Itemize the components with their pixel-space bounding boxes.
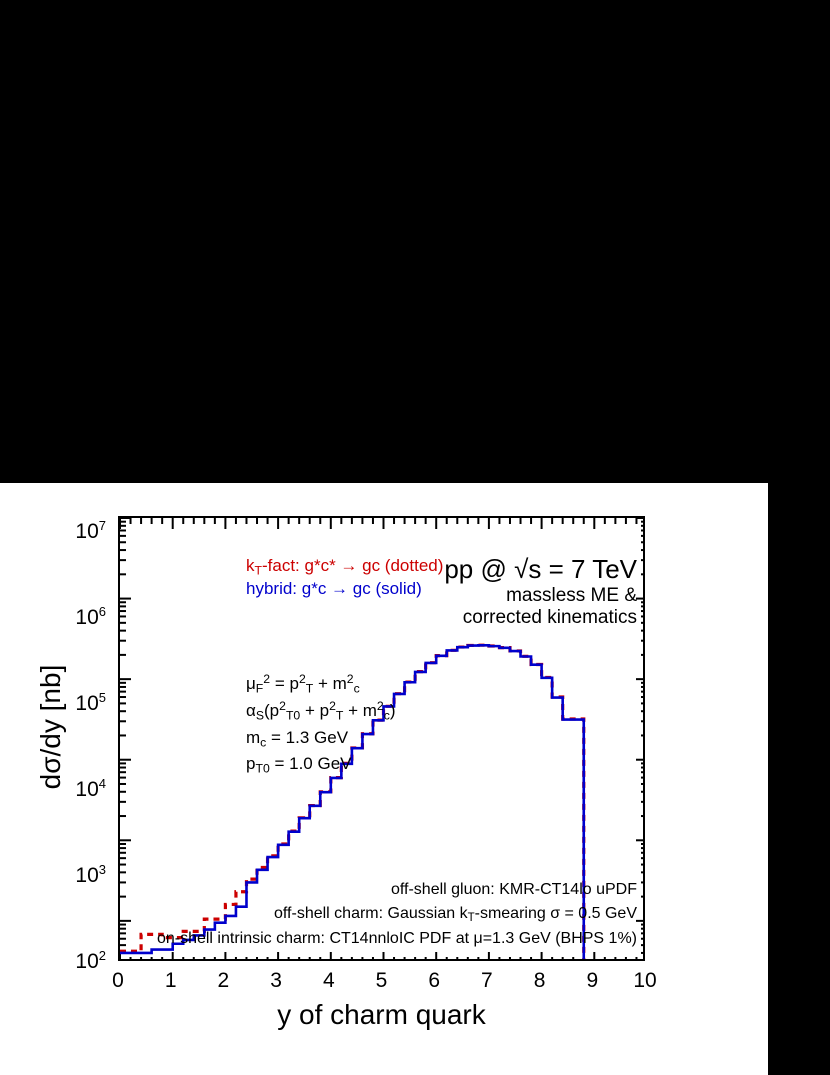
- header-line-me: massless ME &: [506, 584, 637, 606]
- x-axis-title: y of charm quark: [277, 999, 486, 1030]
- footnote-intrinsic: on-shell intrinsic charm: CT14nnloIC PDF at μ=1.3 GeV (BHPS 1%): [156, 930, 637, 947]
- legend-entry-ktfact: $k_T$-fact: g*c* → gc (dotted): [246, 556, 444, 578]
- header-line-energy: pp @ √s = 7 TeV: [444, 554, 637, 584]
- footnotes-annotation: [157, 878, 637, 951]
- header-line-kinematics: corrected kinematics: [462, 607, 637, 629]
- y-tick-label-1e3: $10^3$: [75, 862, 106, 887]
- x-tick-label-9: 9: [586, 969, 599, 992]
- x-tick-label-7: 7: [481, 969, 493, 992]
- x-tick-label-4: 4: [322, 969, 335, 992]
- param-alphas: $\alpha_S(p^2_{T0} + p^2_T + m^2_c)$: [246, 699, 396, 723]
- header-annotation: [444, 554, 637, 629]
- legend: [246, 556, 443, 600]
- x-tick-label-0: 0: [112, 969, 124, 992]
- y-axis-title: dσ/dy [nb]: [35, 664, 66, 790]
- param-mc: $m_c = 1.3$ GeV: [246, 727, 349, 749]
- x-tick-label-2: 2: [217, 969, 230, 992]
- footnote-gluon: off-shell gluon: KMR-CT14lo uPDF: [390, 880, 637, 898]
- x-tick-label-10: 10: [633, 969, 657, 992]
- x-tick-label-3: 3: [270, 969, 282, 992]
- legend-entry-hybrid: hybrid: g*c → gc (solid): [246, 578, 422, 598]
- param-pt0: $p_{T0} = 1.0$ GeV: [246, 753, 352, 776]
- plot-canvas: [0, 483, 768, 1075]
- y-tick-label-1e6: $10^6$: [75, 604, 106, 629]
- y-tick-label-1e4: $10^4$: [75, 776, 106, 801]
- param-scale: $\mu_F^2 = p^2_T + m^2_c$: [246, 672, 360, 696]
- footnote-charm: off-shell charm: Gaussian $k_T$-smearing σ = 0.5 GeV: [274, 904, 637, 924]
- plot-frame: [118, 516, 645, 961]
- x-tick-label-5: 5: [375, 969, 388, 992]
- x-tick-label-1: 1: [164, 969, 177, 992]
- x-tick-label-8: 8: [533, 969, 546, 992]
- parameters-annotation: [246, 671, 396, 778]
- y-tick-label-1e7: $10^7$: [75, 518, 106, 543]
- x-tick-label-6: 6: [428, 969, 441, 992]
- y-tick-label-1e5: $10^5$: [75, 690, 106, 715]
- y-tick-label-1e2: $10^2$: [75, 948, 106, 973]
